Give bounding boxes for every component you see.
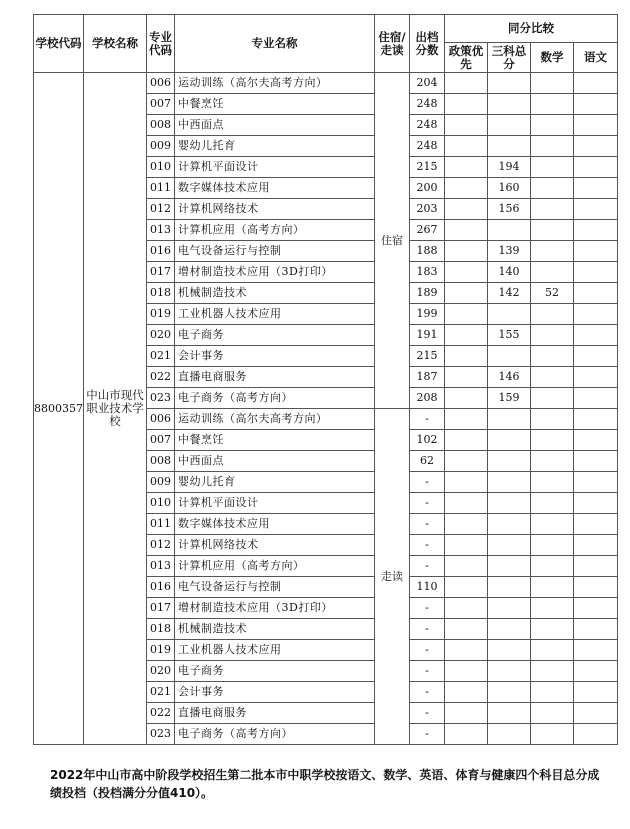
major-code-cell: 019 (147, 640, 175, 661)
major-name-cell: 增材制造技术应用（3D打印） (175, 598, 375, 619)
math-score-cell (531, 724, 574, 745)
policy-priority-cell (445, 220, 488, 241)
major-name-cell: 机械制造技术 (175, 283, 375, 304)
major-code-cell: 020 (147, 661, 175, 682)
header-school-name: 学校名称 (84, 15, 147, 73)
math-score-cell (531, 325, 574, 346)
cutoff-score-cell: - (410, 409, 445, 430)
policy-priority-cell (445, 346, 488, 367)
policy-priority-cell (445, 388, 488, 409)
cutoff-score-cell: 200 (410, 178, 445, 199)
chinese-score-cell (574, 619, 618, 640)
math-score-cell: 52 (531, 283, 574, 304)
cutoff-score-cell: 208 (410, 388, 445, 409)
math-score-cell (531, 304, 574, 325)
major-code-cell: 009 (147, 136, 175, 157)
math-score-cell (531, 703, 574, 724)
major-name-cell: 数字媒体技术应用 (175, 178, 375, 199)
lodging-cell-boarding: 住宿 (375, 73, 410, 409)
three-subject-total-cell (488, 598, 531, 619)
math-score-cell (531, 556, 574, 577)
three-subject-total-cell: 194 (488, 157, 531, 178)
math-score-cell (531, 199, 574, 220)
policy-priority-cell (445, 493, 488, 514)
three-subject-total-cell: 160 (488, 178, 531, 199)
policy-priority-cell (445, 577, 488, 598)
chinese-score-cell (574, 115, 618, 136)
header-math: 数学 (531, 43, 574, 73)
cutoff-score-cell: - (410, 661, 445, 682)
chinese-score-cell (574, 556, 618, 577)
major-code-cell: 018 (147, 619, 175, 640)
chinese-score-cell (574, 703, 618, 724)
footnote: 2022年中山市高中阶段学校招生第二批本市中职学校按语文、数学、英语、体育与健康四个科目总分成绩投档（投档满分分值410）。 (50, 768, 600, 800)
math-score-cell (531, 367, 574, 388)
cutoff-score-cell: - (410, 556, 445, 577)
policy-priority-cell (445, 262, 488, 283)
chinese-score-cell (574, 367, 618, 388)
major-name-cell: 直播电商服务 (175, 703, 375, 724)
major-name-cell: 运动训练（高尔夫高考方向） (175, 409, 375, 430)
policy-priority-cell (445, 598, 488, 619)
policy-priority-cell (445, 115, 488, 136)
major-name-cell: 机械制造技术 (175, 619, 375, 640)
major-name-cell: 中西面点 (175, 115, 375, 136)
chinese-score-cell (574, 220, 618, 241)
cutoff-score-cell: - (410, 535, 445, 556)
policy-priority-cell (445, 703, 488, 724)
major-code-cell: 017 (147, 598, 175, 619)
cutoff-score-cell: 62 (410, 451, 445, 472)
major-name-cell: 婴幼儿托育 (175, 472, 375, 493)
cutoff-score-cell: 267 (410, 220, 445, 241)
major-name-cell: 电子商务 (175, 325, 375, 346)
chinese-score-cell (574, 241, 618, 262)
three-subject-total-cell: 159 (488, 388, 531, 409)
header-major-name: 专业名称 (175, 15, 375, 73)
major-code-cell: 022 (147, 703, 175, 724)
chinese-score-cell (574, 451, 618, 472)
cutoff-score-cell: 215 (410, 157, 445, 178)
major-name-cell: 中西面点 (175, 451, 375, 472)
math-score-cell (531, 535, 574, 556)
three-subject-total-cell: 155 (488, 325, 531, 346)
three-subject-total-cell (488, 619, 531, 640)
math-score-cell (531, 619, 574, 640)
major-code-cell: 019 (147, 304, 175, 325)
three-subject-total-cell (488, 472, 531, 493)
major-code-cell: 008 (147, 451, 175, 472)
chinese-score-cell (574, 262, 618, 283)
math-score-cell (531, 598, 574, 619)
major-code-cell: 017 (147, 262, 175, 283)
three-subject-total-cell (488, 703, 531, 724)
policy-priority-cell (445, 535, 488, 556)
chinese-score-cell (574, 157, 618, 178)
policy-priority-cell (445, 661, 488, 682)
major-name-cell: 计算机网络技术 (175, 199, 375, 220)
major-name-cell: 中餐烹饪 (175, 94, 375, 115)
major-code-cell: 009 (147, 472, 175, 493)
major-name-cell: 计算机网络技术 (175, 535, 375, 556)
major-name-cell: 会计事务 (175, 346, 375, 367)
policy-priority-cell (445, 409, 488, 430)
chinese-score-cell (574, 493, 618, 514)
chinese-score-cell (574, 283, 618, 304)
chinese-score-cell (574, 514, 618, 535)
major-name-cell: 计算机平面设计 (175, 157, 375, 178)
math-score-cell (531, 178, 574, 199)
math-score-cell (531, 661, 574, 682)
header-major-code: 专业代码 (147, 15, 175, 73)
policy-priority-cell (445, 430, 488, 451)
major-code-cell: 008 (147, 115, 175, 136)
three-subject-total-cell (488, 535, 531, 556)
header-lodging: 住宿/走读 (375, 15, 410, 73)
table-row (34, 73, 618, 94)
header-tie-compare: 同分比较 (445, 15, 618, 43)
cutoff-score-cell: 199 (410, 304, 445, 325)
three-subject-total-cell (488, 724, 531, 745)
cutoff-score-cell: 189 (410, 283, 445, 304)
cutoff-score-cell: 248 (410, 115, 445, 136)
chinese-score-cell (574, 430, 618, 451)
chinese-score-cell (574, 178, 618, 199)
three-subject-total-cell: 140 (488, 262, 531, 283)
major-code-cell: 007 (147, 430, 175, 451)
chinese-score-cell (574, 472, 618, 493)
math-score-cell (531, 388, 574, 409)
three-subject-total-cell (488, 682, 531, 703)
math-score-cell (531, 220, 574, 241)
policy-priority-cell (445, 367, 488, 388)
major-code-cell: 013 (147, 220, 175, 241)
policy-priority-cell (445, 283, 488, 304)
policy-priority-cell (445, 556, 488, 577)
three-subject-total-cell (488, 430, 531, 451)
three-subject-total-cell (488, 493, 531, 514)
three-subject-total-cell (488, 346, 531, 367)
math-score-cell (531, 73, 574, 94)
cutoff-score-cell: - (410, 493, 445, 514)
three-subject-total-cell (488, 220, 531, 241)
school-name-cell: 中山市现代职业技术学校 (84, 73, 147, 745)
major-name-cell: 计算机平面设计 (175, 493, 375, 514)
policy-priority-cell (445, 619, 488, 640)
major-name-cell: 电子商务（高考方向） (175, 388, 375, 409)
math-score-cell (531, 136, 574, 157)
major-name-cell: 数字媒体技术应用 (175, 514, 375, 535)
math-score-cell (531, 430, 574, 451)
cutoff-score-cell: 188 (410, 241, 445, 262)
three-subject-total-cell (488, 577, 531, 598)
major-name-cell: 电气设备运行与控制 (175, 577, 375, 598)
major-code-cell: 011 (147, 178, 175, 199)
math-score-cell (531, 115, 574, 136)
major-code-cell: 020 (147, 325, 175, 346)
major-code-cell: 010 (147, 157, 175, 178)
three-subject-total-cell: 146 (488, 367, 531, 388)
policy-priority-cell (445, 451, 488, 472)
major-code-cell: 006 (147, 73, 175, 94)
policy-priority-cell (445, 157, 488, 178)
chinese-score-cell (574, 661, 618, 682)
major-name-cell: 婴幼儿托育 (175, 136, 375, 157)
major-code-cell: 018 (147, 283, 175, 304)
major-name-cell: 增材制造技术应用（3D打印） (175, 262, 375, 283)
math-score-cell (531, 493, 574, 514)
major-name-cell: 计算机应用（高考方向） (175, 220, 375, 241)
math-score-cell (531, 409, 574, 430)
table-body (34, 73, 618, 745)
policy-priority-cell (445, 178, 488, 199)
cutoff-score-cell: - (410, 514, 445, 535)
three-subject-total-cell: 156 (488, 199, 531, 220)
chinese-score-cell (574, 598, 618, 619)
major-code-cell: 011 (147, 514, 175, 535)
major-name-cell: 电子商务（高考方向） (175, 724, 375, 745)
major-code-cell: 016 (147, 241, 175, 262)
major-name-cell: 工业机器人技术应用 (175, 304, 375, 325)
three-subject-total-cell (488, 640, 531, 661)
math-score-cell (531, 346, 574, 367)
cutoff-score-cell: 204 (410, 73, 445, 94)
major-code-cell: 012 (147, 199, 175, 220)
three-subject-total-cell (488, 304, 531, 325)
math-score-cell (531, 262, 574, 283)
chinese-score-cell (574, 409, 618, 430)
three-subject-total-cell: 139 (488, 241, 531, 262)
three-subject-total-cell (488, 514, 531, 535)
header-three-subject-total: 三科总分 (488, 43, 531, 73)
chinese-score-cell (574, 388, 618, 409)
cutoff-score-cell: 215 (410, 346, 445, 367)
policy-priority-cell (445, 94, 488, 115)
cutoff-score-cell: - (410, 619, 445, 640)
policy-priority-cell (445, 199, 488, 220)
major-name-cell: 计算机应用（高考方向） (175, 556, 375, 577)
cutoff-score-cell: 248 (410, 136, 445, 157)
major-code-cell: 021 (147, 682, 175, 703)
math-score-cell (531, 241, 574, 262)
chinese-score-cell (574, 304, 618, 325)
chinese-score-cell (574, 640, 618, 661)
cutoff-score-cell: - (410, 640, 445, 661)
policy-priority-cell (445, 724, 488, 745)
major-code-cell: 023 (147, 388, 175, 409)
cutoff-score-cell: - (410, 598, 445, 619)
cutoff-score-cell: 102 (410, 430, 445, 451)
three-subject-total-cell (488, 661, 531, 682)
header-cutoff-score: 出档分数 (410, 15, 445, 73)
chinese-score-cell (574, 73, 618, 94)
three-subject-total-cell (488, 94, 531, 115)
major-name-cell: 运动训练（高尔夫高考方向） (175, 73, 375, 94)
three-subject-total-cell (488, 73, 531, 94)
major-code-cell: 021 (147, 346, 175, 367)
cutoff-score-cell: - (410, 703, 445, 724)
math-score-cell (531, 157, 574, 178)
major-code-cell: 013 (147, 556, 175, 577)
chinese-score-cell (574, 199, 618, 220)
cutoff-score-cell: 203 (410, 199, 445, 220)
major-code-cell: 023 (147, 724, 175, 745)
header-policy-priority: 政策优先 (445, 43, 488, 73)
cutoff-score-cell: - (410, 682, 445, 703)
cutoff-score-cell: 183 (410, 262, 445, 283)
header-school-code: 学校代码 (34, 15, 84, 73)
admission-score-table (33, 14, 618, 745)
math-score-cell (531, 451, 574, 472)
lodging-cell-day: 走读 (375, 409, 410, 745)
policy-priority-cell (445, 73, 488, 94)
math-score-cell (531, 94, 574, 115)
cutoff-score-cell: 110 (410, 577, 445, 598)
chinese-score-cell (574, 682, 618, 703)
three-subject-total-cell (488, 556, 531, 577)
three-subject-total-cell (488, 136, 531, 157)
policy-priority-cell (445, 325, 488, 346)
cutoff-score-cell: 248 (410, 94, 445, 115)
policy-priority-cell (445, 682, 488, 703)
policy-priority-cell (445, 136, 488, 157)
policy-priority-cell (445, 640, 488, 661)
three-subject-total-cell (488, 115, 531, 136)
policy-priority-cell (445, 514, 488, 535)
math-score-cell (531, 577, 574, 598)
chinese-score-cell (574, 346, 618, 367)
three-subject-total-cell (488, 409, 531, 430)
three-subject-total-cell: 142 (488, 283, 531, 304)
cutoff-score-cell: 191 (410, 325, 445, 346)
policy-priority-cell (445, 472, 488, 493)
major-name-cell: 会计事务 (175, 682, 375, 703)
math-score-cell (531, 640, 574, 661)
math-score-cell (531, 514, 574, 535)
cutoff-score-cell: - (410, 472, 445, 493)
major-code-cell: 010 (147, 493, 175, 514)
policy-priority-cell (445, 304, 488, 325)
chinese-score-cell (574, 577, 618, 598)
major-code-cell: 012 (147, 535, 175, 556)
major-name-cell: 中餐烹饪 (175, 430, 375, 451)
header-chinese: 语文 (574, 43, 618, 73)
cutoff-score-cell: 187 (410, 367, 445, 388)
policy-priority-cell (445, 241, 488, 262)
major-name-cell: 电子商务 (175, 661, 375, 682)
major-code-cell: 016 (147, 577, 175, 598)
chinese-score-cell (574, 535, 618, 556)
major-name-cell: 直播电商服务 (175, 367, 375, 388)
major-code-cell: 022 (147, 367, 175, 388)
chinese-score-cell (574, 325, 618, 346)
chinese-score-cell (574, 136, 618, 157)
three-subject-total-cell (488, 451, 531, 472)
major-code-cell: 007 (147, 94, 175, 115)
major-code-cell: 006 (147, 409, 175, 430)
cutoff-score-cell: - (410, 724, 445, 745)
math-score-cell (531, 472, 574, 493)
major-name-cell: 工业机器人技术应用 (175, 640, 375, 661)
chinese-score-cell (574, 724, 618, 745)
math-score-cell (531, 682, 574, 703)
school-code-cell: 8800357 (34, 73, 84, 745)
chinese-score-cell (574, 94, 618, 115)
major-name-cell: 电气设备运行与控制 (175, 241, 375, 262)
